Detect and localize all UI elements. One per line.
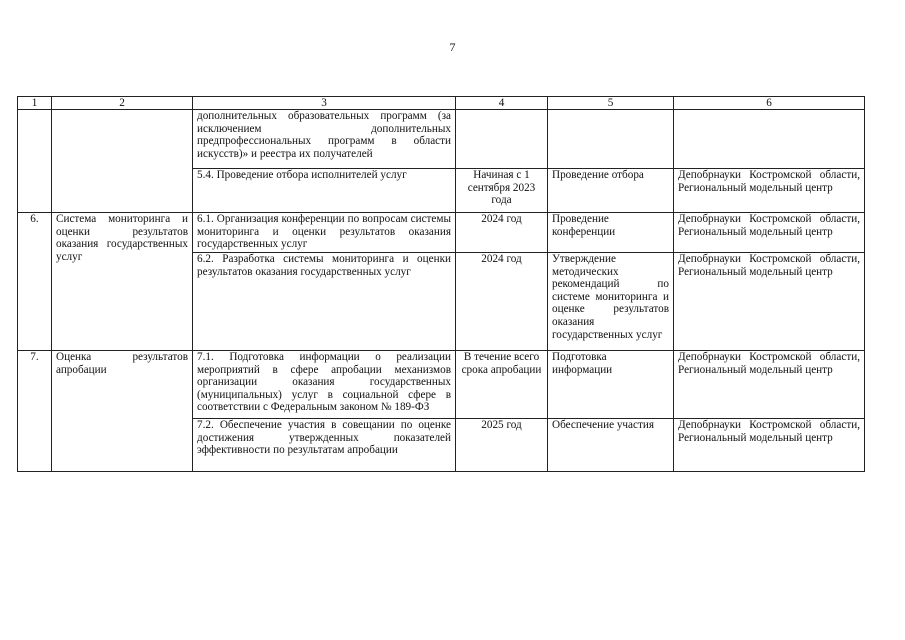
term-cell: 2024 год bbox=[456, 213, 548, 253]
plan-table bbox=[17, 96, 865, 472]
result-cell bbox=[548, 110, 674, 169]
page-number: 7 bbox=[449, 40, 456, 54]
executor-cell bbox=[674, 110, 865, 169]
result-cell: Проведение отбора bbox=[548, 169, 674, 213]
header-cell: 1 bbox=[18, 97, 52, 110]
term-cell: 2024 год bbox=[456, 253, 548, 351]
executor-cell: Депобрнауки Костромской области, Региональный модельный центр bbox=[674, 253, 865, 351]
activity-cell: 7.2. Обеспечение участия в совещании по оценке достижения утвержденных показателей эффективности по результатам апробации bbox=[193, 419, 456, 472]
result-cell: Утверждение методических рекомендаций по системе мониторинга и оценке результатов оказания государственных услуг bbox=[548, 253, 674, 351]
term-cell: 2025 год bbox=[456, 419, 548, 472]
term-cell bbox=[456, 110, 548, 169]
row-number-cell: 6. bbox=[18, 213, 52, 351]
activity-cell: дополнительных образовательных программ (за исключением дополнительных предпрофессиональных программ в области искусств)» и реестра их получателей bbox=[193, 110, 456, 169]
header-cell: 3 bbox=[193, 97, 456, 110]
executor-cell: Депобрнауки Костромской области, Региональный модельный центр bbox=[674, 213, 865, 253]
row-number-cell bbox=[18, 110, 52, 213]
result-cell: Подготовка информации bbox=[548, 351, 674, 419]
table-row bbox=[18, 110, 865, 169]
stage-name-cell bbox=[52, 110, 193, 213]
result-cell: Обеспечение участия bbox=[548, 419, 674, 472]
executor-cell: Депобрнауки Костромской области, Региональный модельный центр bbox=[674, 169, 865, 213]
term-cell: В течение всего срока апробации bbox=[456, 351, 548, 419]
executor-cell: Депобрнауки Костромской области, Региональный модельный центр bbox=[674, 419, 865, 472]
table-row bbox=[18, 213, 865, 253]
term-cell: Начиная с 1 сентября 2023 года bbox=[456, 169, 548, 213]
table-row bbox=[18, 351, 865, 419]
header-cell: 5 bbox=[548, 97, 674, 110]
stage-name-cell: Система мониторинга и оценки результатов оказания государственных услуг bbox=[52, 213, 193, 351]
stage-name-cell: Оценка результатов апробации bbox=[52, 351, 193, 472]
header-cell: 2 bbox=[52, 97, 193, 110]
activity-cell: 7.1. Подготовка информации о реализации мероприятий в сфере апробации механизмов организации оказания государственных (муниципальных) услуг в социальной сфере в соответствии с Федеральным законом № 189-ФЗ bbox=[193, 351, 456, 419]
activity-cell: 5.4. Проведение отбора исполнителей услуг bbox=[193, 169, 456, 213]
header-cell: 4 bbox=[456, 97, 548, 110]
table-header-row bbox=[18, 97, 865, 110]
header-cell: 6 bbox=[674, 97, 865, 110]
result-cell: Проведение конференции bbox=[548, 213, 674, 253]
activity-cell: 6.1. Организация конференции по вопросам системы мониторинга и оценки результатов оказания государственных услуг bbox=[193, 213, 456, 253]
activity-cell: 6.2. Разработка системы мониторинга и оценки результатов оказания государственных услуг bbox=[193, 253, 456, 351]
row-number-cell: 7. bbox=[18, 351, 52, 472]
executor-cell: Депобрнауки Костромской области, Региональный модельный центр bbox=[674, 351, 865, 419]
